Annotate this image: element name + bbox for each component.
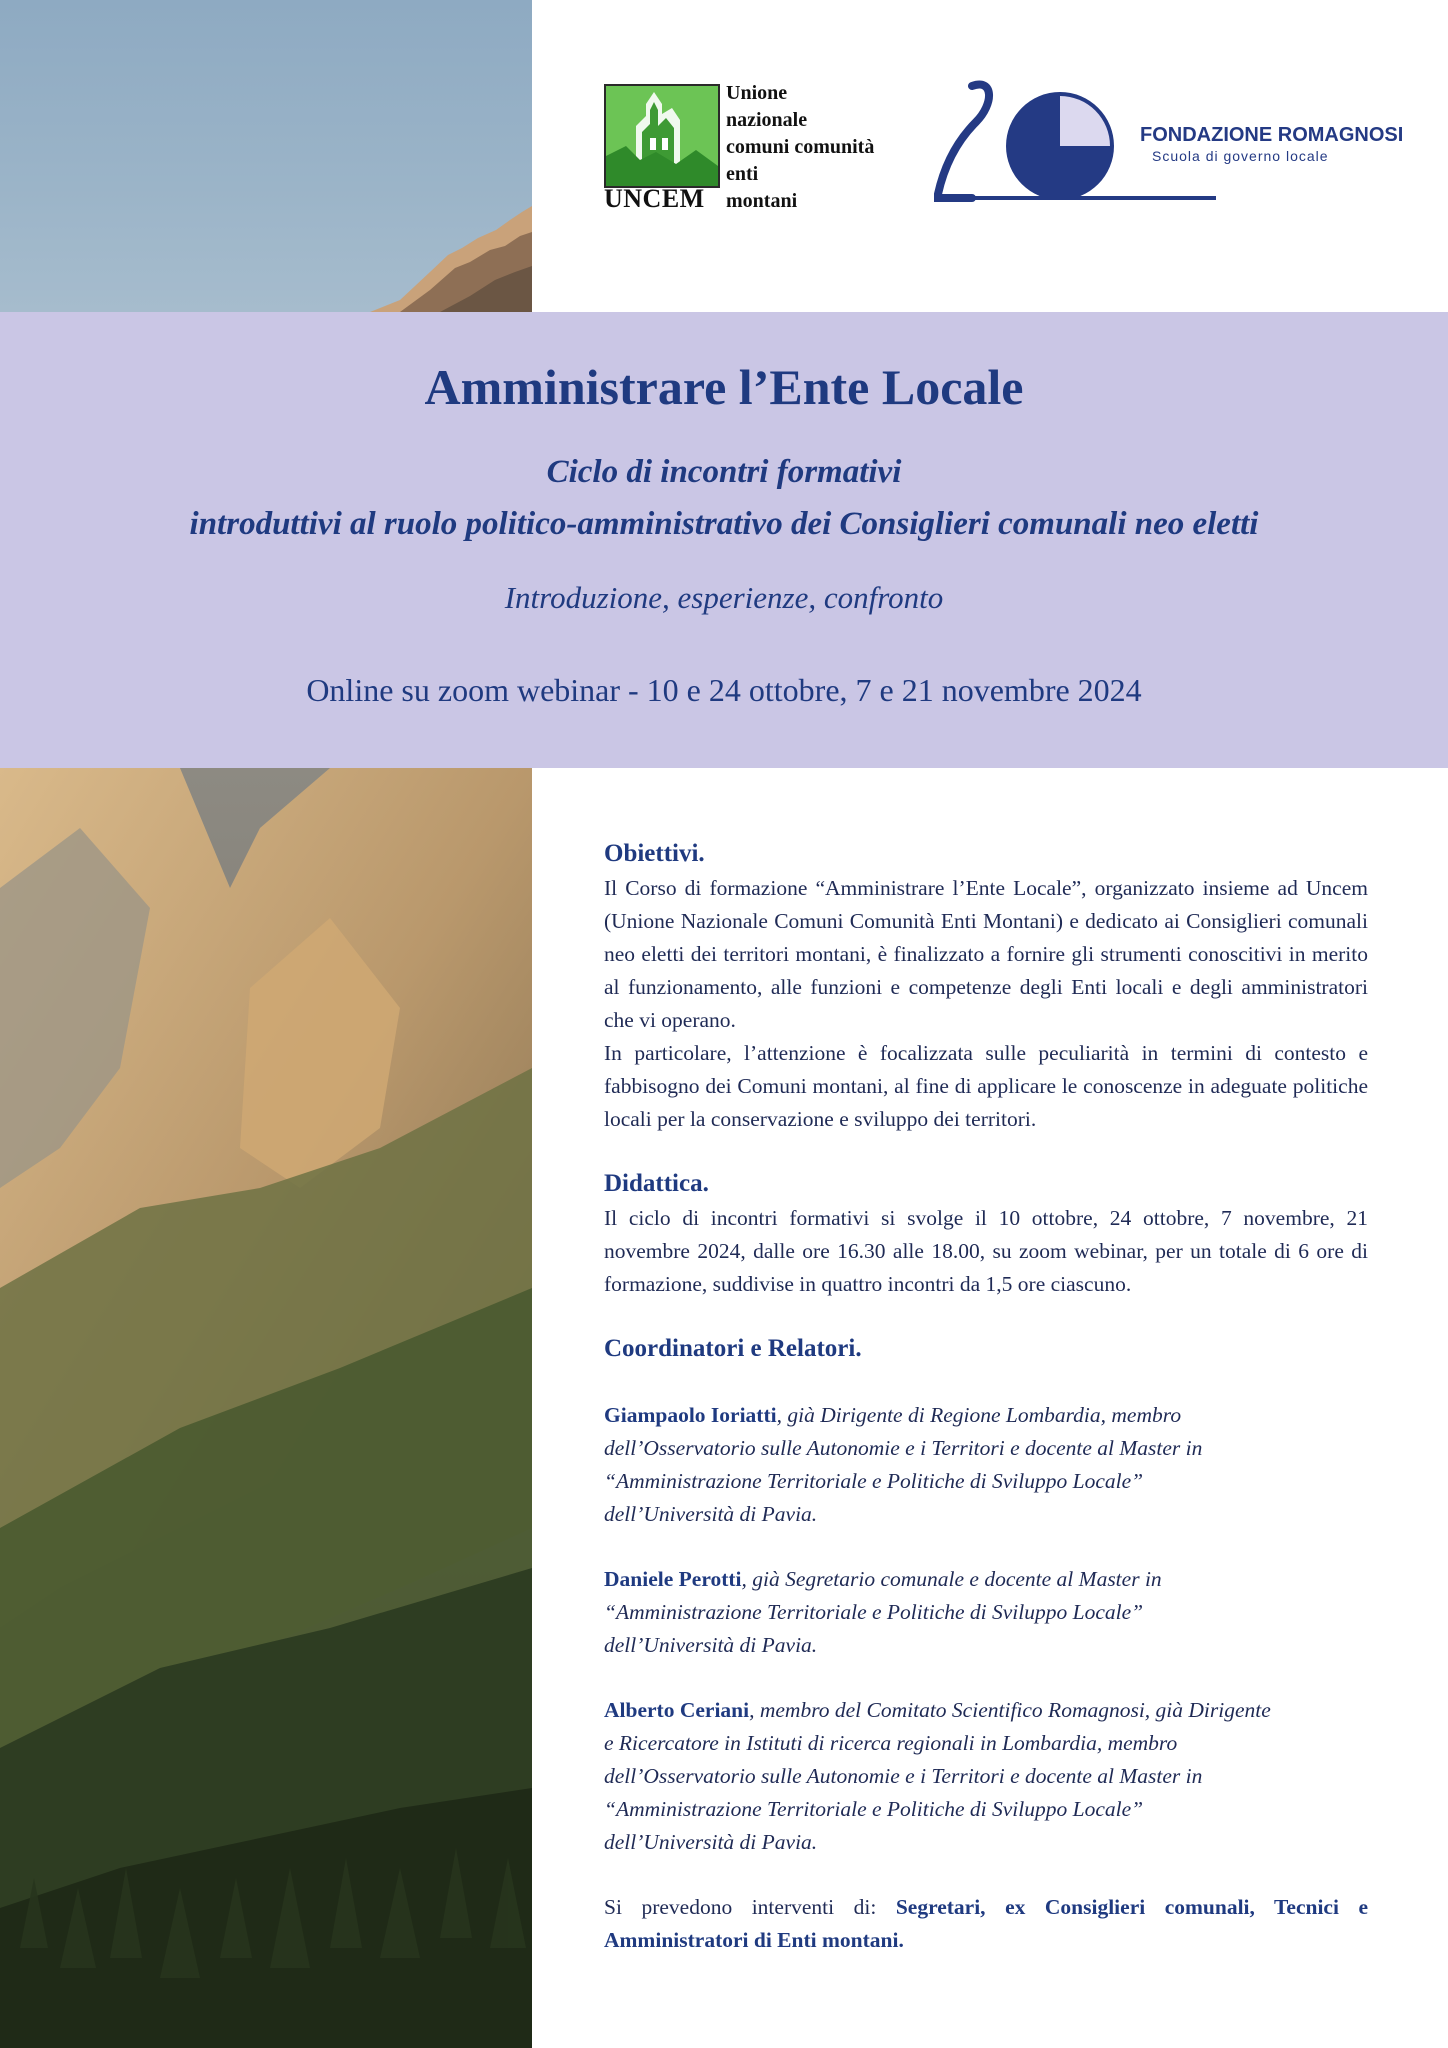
speaker-description: dell’Università di Pavia.	[604, 1830, 818, 1854]
section-heading-obiettivi: Obiettivi.	[604, 840, 705, 867]
title-band	[0, 312, 1448, 768]
romagnosi-tagline: Scuola di governo locale	[1152, 148, 1329, 164]
section-heading-relatori: Coordinatori e Relatori.	[604, 1335, 862, 1362]
uncem-name-line: enti	[726, 163, 759, 185]
uncem-name-line: montani	[726, 190, 798, 212]
closing-lead: Si prevedono interventi di:	[604, 1895, 896, 1919]
speaker-description: , membro del Comitato Scientifico Romagnosi, già Dirigente	[749, 1698, 1271, 1722]
header-logos	[532, 0, 1448, 312]
speaker-description: dell’Osservatorio sulle Autonomie e i Territori e docente al Master in	[604, 1436, 1203, 1460]
speaker-description: , già Dirigente di Regione Lombardia, membro	[776, 1403, 1182, 1427]
speaker-description: “Amministrazione Territoriale e Politiche di Sviluppo Locale”	[604, 1797, 1144, 1821]
obiettivi-paragraph-2: In particolare, l’attenzione è focalizzata sulle peculiarità in termini di contesto e fabbisogno dei Comuni montani, al fine di applicare le conoscenze in adeguate politiche locali per la conservazione e sviluppo dei territori.	[604, 1041, 1368, 1131]
speaker-name: Giampaolo Ioriatti	[604, 1403, 777, 1427]
uncem-acronym: UNCEM	[604, 184, 705, 213]
speaker-description: dell’Università di Pavia.	[604, 1502, 818, 1526]
uncem-name-line: Unione	[726, 82, 788, 104]
uncem-name-line: nazionale	[726, 109, 808, 131]
page-title: Amministrare l’Ente Locale	[424, 359, 1024, 415]
closing-note	[604, 1891, 1368, 1957]
subtitle-line-3: Introduzione, esperienze, confronto	[504, 580, 944, 615]
mountain-forest-photo	[0, 768, 532, 2048]
speaker-description: , già Segretario comunale e docente al Master in	[741, 1567, 1162, 1591]
section-heading-didattica: Didattica.	[604, 1170, 709, 1197]
speaker-description: “Amministrazione Territoriale e Politiche di Sviluppo Locale”	[604, 1600, 1144, 1624]
speaker-description: “Amministrazione Territoriale e Politiche di Sviluppo Locale”	[604, 1469, 1144, 1493]
uncem-full-name	[726, 80, 926, 215]
mountain-peak-illustration	[0, 0, 532, 312]
subtitle-line-2: introduttivi al ruolo politico-amministrativo dei Consiglieri comunali neo eletti	[189, 506, 1259, 542]
speaker-entry	[604, 1399, 1368, 1531]
obiettivi-paragraph-1: Il Corso di formazione “Amministrare l’Ente Locale”, organizzato insieme ad Uncem (Unione Nazionale Comuni Comunità Enti Montani) e dedicato ai Consiglieri comunali neo eletti dei territori montani, è finalizzato a fornire gli strumenti conoscitivi in merito al funzionamento, alle funzioni e competenze degli Enti locali e degli amministratori che vi operano.	[604, 876, 1368, 1032]
speaker-name: Daniele Perotti	[604, 1567, 742, 1591]
romagnosi-name: FONDAZIONE ROMAGNOSI	[1140, 124, 1404, 146]
speaker-entry	[604, 1563, 1368, 1662]
main-content	[604, 836, 1368, 1957]
speaker-description: e Ricercatore in Istituti di ricerca regionali in Lombardia, membro	[604, 1731, 1178, 1755]
closing-highlight: Segretari, ex Consiglieri comunali, Tecnici e Amministratori di Enti montani.	[604, 1895, 1368, 1952]
subtitle-line-1: Ciclo di incontri formativi	[546, 454, 902, 490]
mountain-forest-illustration	[0, 768, 532, 2048]
event-dates: Online su zoom webinar - 10 e 24 ottobre, 7 e 21 novembre 2024	[306, 672, 1142, 708]
uncem-emblem	[604, 84, 720, 188]
sky-photo	[0, 0, 532, 312]
speaker-name: Alberto Ceriani	[604, 1698, 750, 1722]
didattica-paragraph: Il ciclo di incontri formativi si svolge il 10 ottobre, 24 ottobre, 7 novembre, 21 novembre 2024, dalle ore 16.30 alle 18.00, su zoom webinar, per un totale di 6 ore di formazione, suddivise in quattro incontri da 1,5 ore ciascuno.	[604, 1206, 1368, 1296]
uncem-name-line: comuni comunità	[726, 136, 875, 158]
speaker-description: dell’Università di Pavia.	[604, 1633, 818, 1657]
speaker-entry	[604, 1694, 1368, 1859]
uncem-logo	[604, 80, 904, 220]
speaker-description: dell’Osservatorio sulle Autonomie e i Territori e docente al Master in	[604, 1764, 1203, 1788]
fondazione-romagnosi-logo	[932, 74, 1432, 214]
